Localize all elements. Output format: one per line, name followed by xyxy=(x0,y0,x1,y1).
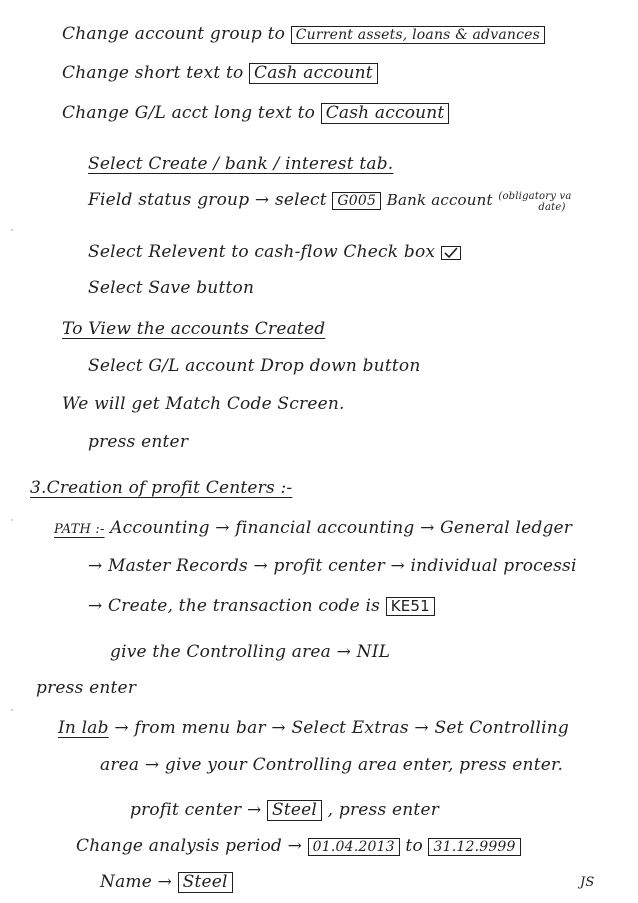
line-text: Change G/L acct long text to xyxy=(62,103,316,123)
line-text: Name → xyxy=(100,872,173,892)
line-view-accounts xyxy=(62,321,325,338)
line-account-group xyxy=(62,26,545,44)
line-cash-flow xyxy=(88,244,461,261)
note-text: (obligatory va xyxy=(498,191,572,202)
checkbox-ticked-icon xyxy=(441,246,461,260)
line-text: Accounting → financial accounting → General ledger xyxy=(110,518,573,538)
line-press-enter-2 xyxy=(36,680,136,697)
line-text: To View the accounts Created xyxy=(62,319,326,339)
line-give-area xyxy=(100,757,563,774)
line-text: press enter xyxy=(88,432,189,452)
line-analysis-period xyxy=(76,838,521,856)
line-master-records xyxy=(88,558,577,575)
line-press-enter xyxy=(88,434,188,451)
line-match-code xyxy=(62,396,345,413)
line-long-text xyxy=(62,103,449,124)
account-group-box: Current assets, loans & advances xyxy=(291,26,545,44)
line-text: Change account group to xyxy=(62,24,286,44)
line-name xyxy=(100,872,233,893)
line-text: Select Relevent to cash-flow Check box xyxy=(88,242,436,262)
long-text-box: Cash account xyxy=(321,103,450,124)
short-text-box: Cash account xyxy=(249,63,378,84)
line-text: profit center → xyxy=(130,800,262,820)
line-text: → Master Records → profit center → individual processi xyxy=(88,556,577,576)
line-short-text xyxy=(62,63,378,84)
initials-text: JS xyxy=(580,875,595,890)
in-lab-label: In lab xyxy=(58,718,109,738)
margin-speckles xyxy=(10,0,14,903)
period-start-box: 01.04.2013 xyxy=(308,838,400,856)
line-profit-center xyxy=(130,800,439,821)
line-text: → from menu bar → Select Extras → Set Controlling xyxy=(114,718,569,738)
line-text: Select G/L account Drop down button xyxy=(88,356,421,376)
section-heading: 3.Creation of profit Centers :- xyxy=(30,478,293,498)
line-text: Select Save button xyxy=(88,278,255,298)
line-controlling-area xyxy=(110,644,390,661)
name-box: Steel xyxy=(178,872,233,893)
line-gl-dropdown xyxy=(88,358,420,375)
line-text: to xyxy=(405,836,423,856)
heading-profit-centers xyxy=(30,480,292,497)
profit-center-box: Steel xyxy=(267,800,322,821)
field-status-box: G005 xyxy=(332,192,381,210)
line-text: → Create, the transaction code is xyxy=(88,596,381,616)
path-label: PATH :- xyxy=(54,522,105,537)
line-text: We will get Match Code Screen. xyxy=(62,394,345,414)
line-text: Field status group → select xyxy=(88,190,327,210)
transaction-code-box: KE51 xyxy=(386,597,435,616)
line-path xyxy=(54,520,572,537)
period-end-box: 31.12.9999 xyxy=(428,838,520,856)
line-text: Bank account xyxy=(386,191,493,209)
note-text: date) xyxy=(538,201,566,213)
line-transaction-code xyxy=(88,597,435,616)
line-select-tab xyxy=(88,156,393,173)
line-text: area → give your Controlling area enter, press enter. xyxy=(100,755,564,775)
line-text: Change analysis period → xyxy=(76,836,303,856)
line-text: give the Controlling area → NIL xyxy=(110,642,391,662)
line-field-status xyxy=(88,192,572,213)
line-text: press enter xyxy=(36,678,137,698)
initials-signature xyxy=(580,876,595,889)
line-text: Change short text to xyxy=(62,63,244,83)
line-text: Select Create / bank / interest tab. xyxy=(88,154,394,174)
line-in-lab xyxy=(58,720,569,737)
obligatory-note xyxy=(498,192,571,213)
line-save xyxy=(88,280,254,297)
line-text: , press enter xyxy=(327,800,440,820)
